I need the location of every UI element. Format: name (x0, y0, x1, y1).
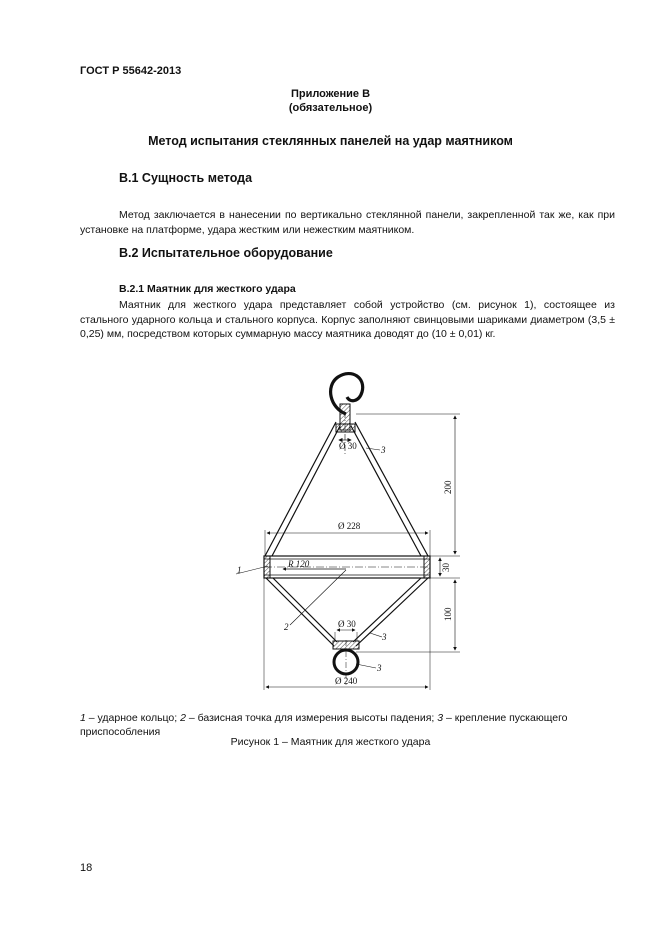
position-3-upper: 3 (381, 445, 386, 455)
dim-d240: Ø 240 (335, 676, 358, 686)
page-number: 18 (80, 862, 93, 874)
section-1-heading: В.1 Сущность метода (119, 171, 253, 185)
appendix-label: Приложение В (290, 88, 371, 100)
document-header: ГОСТ Р 55642-2013 (80, 65, 182, 77)
appendix-status: (обязательное) (288, 102, 373, 114)
section-1-text: Метод заключается в нанесении по вертикально стеклянной панели, закрепленной так же, как при установке на платформе, удара жестким или нежестким маятником. (80, 209, 615, 236)
dim-r120: R 120 (288, 559, 310, 569)
legend-n3: 3 (437, 712, 444, 724)
legend-n2: 2 (180, 712, 186, 724)
position-3-lower: 3 (382, 632, 387, 642)
legend-t3: – крепление пускающего приспособления (80, 712, 568, 738)
position-1: 1 (237, 565, 242, 575)
legend-n1: 1 (80, 712, 86, 724)
dim-100: 100 (443, 607, 453, 621)
dim-30: 30 (441, 563, 451, 572)
figure-title: Рисунок 1 – Маятник для жесткого удара (230, 736, 431, 748)
section-2-1-text: Маятник для жесткого удара представляет собой устройство (см. рисунок 1), состоящее из стального ударного кольца и стального корпуса. Корпус заполняют свинцовыми шариками диаметром (3,5 ± 0,25) мм, посредством которых суммарную массу маятника доводят до (10 ± 0,01) кг. (80, 299, 615, 340)
section-2-1-heading: В.2.1 Маятник для жесткого удара (119, 283, 296, 295)
legend-t2: – базисная точка для измерения высоты падения; (185, 712, 438, 724)
legend-t1: – ударное кольцо; (85, 712, 181, 724)
lower-cone (266, 578, 428, 646)
position-2: 2 (284, 622, 289, 632)
appendix-title: Метод испытания стеклянных панелей на удар маятником (148, 134, 513, 148)
section-2-heading: В.2 Испытательное оборудование (119, 246, 333, 260)
figure-legend (80, 711, 615, 739)
dim-d30-bottom: Ø 30 (338, 619, 356, 629)
position-3-ring: 3 (377, 663, 382, 673)
upper-cone-left (265, 422, 340, 556)
upper-cone-right (351, 422, 428, 556)
dim-200: 200 (443, 480, 453, 494)
dim-d30-top: Ø 30 (339, 441, 357, 451)
dim-d228: Ø 228 (338, 521, 361, 531)
